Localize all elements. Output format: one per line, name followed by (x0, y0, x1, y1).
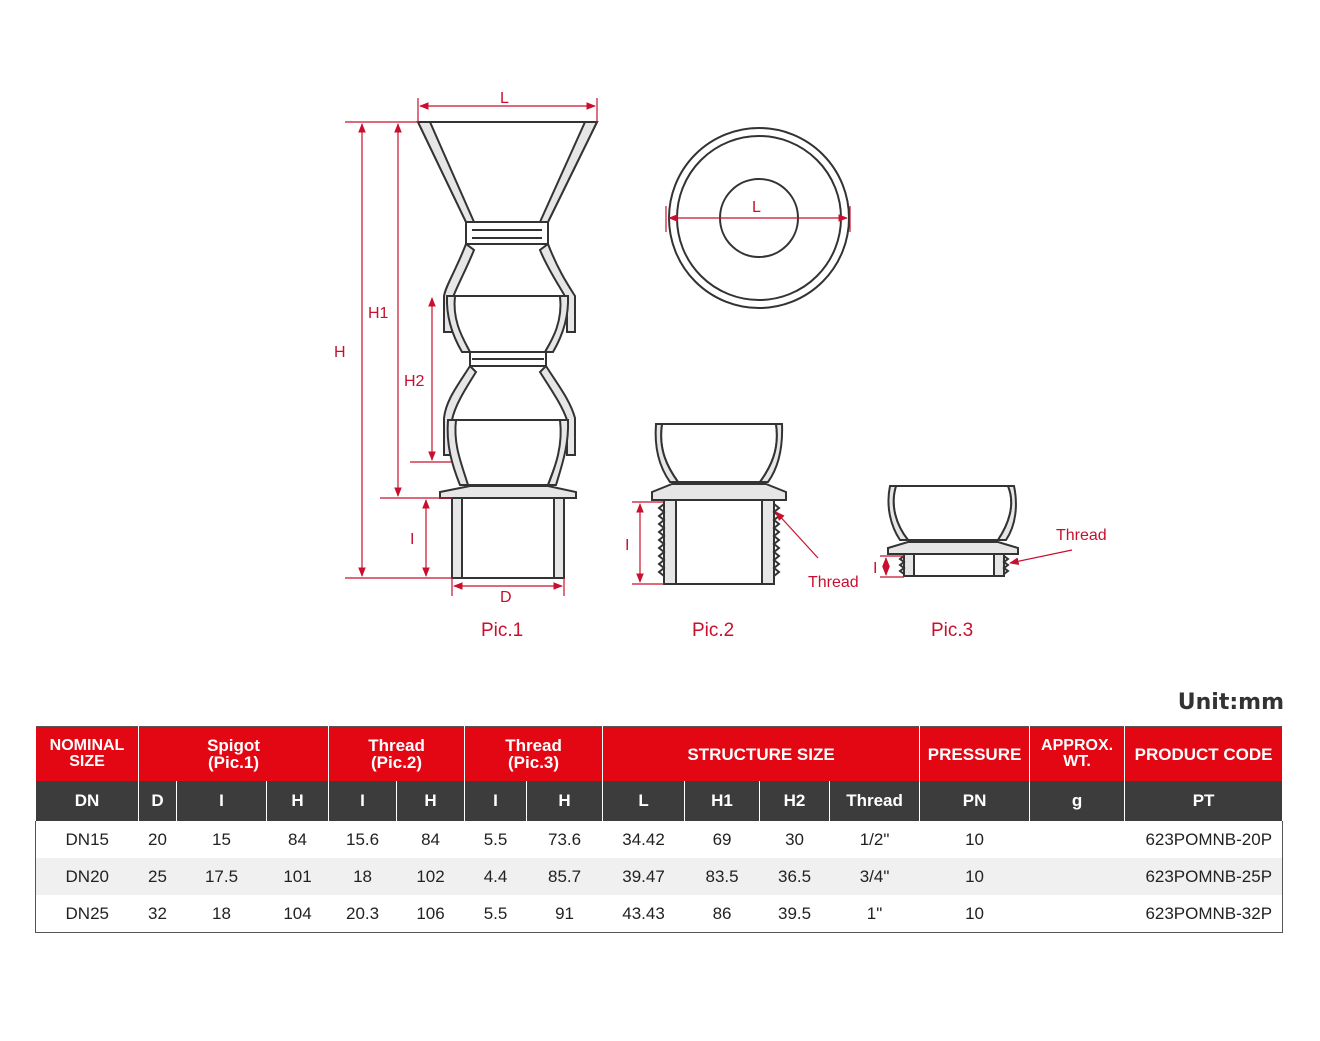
table-cell: 34.42 (622, 829, 665, 849)
sub-header-cell: DN (36, 781, 139, 821)
sub-header-cell: H2 (760, 781, 830, 821)
table-cell: 4.4 (465, 858, 527, 895)
dim-label-i: I (410, 531, 415, 548)
table-cell: 39.47 (603, 858, 685, 895)
table-cell: 102 (397, 858, 465, 895)
table-cell: 10 (965, 829, 985, 849)
table-cell: 91 (527, 895, 603, 933)
dim-label-l-top: L (752, 199, 761, 216)
sub-header-cell: I (329, 781, 397, 821)
group-header-approx-wt: APPROX. WT. (1030, 727, 1125, 782)
table-cell: 15 (212, 829, 231, 849)
caption-pic3: Pic.3 (931, 620, 974, 641)
table-cell: DN25 (36, 895, 139, 933)
table-cell: 84 (288, 829, 307, 849)
group-header-structure-size: STRUCTURE SIZE (603, 727, 920, 782)
thread-label-pic3: Thread (1056, 527, 1107, 544)
group-header-pressure: PRESSURE (920, 727, 1030, 782)
sub-header-cell: H (397, 781, 465, 821)
table-row (36, 895, 1283, 933)
group-header-product-code: PRODUCT CODE (1125, 727, 1283, 782)
table-row (36, 821, 1283, 858)
table-cell: DN20 (36, 858, 139, 895)
dim-label-d: D (500, 589, 512, 606)
dim-label-l: L (500, 90, 509, 107)
table-cell: 20.3 (329, 895, 397, 933)
sub-header-cell: I (465, 781, 527, 821)
group-header-row (36, 727, 1283, 782)
table-cell: 5.5 (483, 829, 508, 849)
table-cell: 30 (785, 829, 804, 849)
unit-label: Unit:mm (1177, 690, 1284, 715)
caption-pic1: Pic.1 (481, 620, 524, 641)
table-cell: 15.6 (345, 829, 380, 849)
table-cell: DN15 (65, 829, 109, 849)
table-cell: 18 (329, 858, 397, 895)
pic1-drawing (418, 122, 597, 578)
table-cell: 1/2" (859, 829, 890, 849)
sub-header-row (36, 781, 1283, 821)
thread-label-pic2: Thread (808, 574, 859, 591)
table-cell: 18 (177, 895, 267, 933)
dim-label-h1: H1 (368, 305, 389, 322)
sub-header-cell: H (527, 781, 603, 821)
table-cell: 39.5 (760, 895, 830, 933)
sub-header-cell: PN (920, 781, 1030, 821)
table-cell: 623POMNB-25P (1125, 858, 1283, 895)
table-cell (1030, 858, 1125, 895)
pic3-drawing (888, 486, 1018, 576)
table-cell (1030, 821, 1125, 858)
sub-header-cell: Thread (830, 781, 920, 821)
sub-header-cell: g (1030, 781, 1125, 821)
sub-header-cell: L (603, 781, 685, 821)
table-cell: 85.7 (527, 858, 603, 895)
table-cell: 10 (920, 895, 1030, 933)
table-cell: 69 (712, 829, 732, 849)
group-header-thread-pic2: Thread (Pic.2) (329, 727, 465, 782)
table-cell: 84 (421, 829, 440, 849)
table-cell: 83.5 (685, 858, 760, 895)
table-row (36, 858, 1283, 895)
table-cell: 20 (148, 829, 167, 849)
dim-label-i-pic3: I (873, 560, 878, 577)
dim-label-h: H (334, 344, 346, 361)
table-cell: 623POMNB-32P (1125, 895, 1283, 933)
dim-label-h2: H2 (404, 373, 425, 390)
pic2-drawing (652, 424, 786, 584)
table-cell: 17.5 (177, 858, 267, 895)
table-cell: 86 (685, 895, 760, 933)
table-cell: 104 (267, 895, 329, 933)
sub-header-cell: PT (1125, 781, 1283, 821)
table-cell: 32 (139, 895, 177, 933)
group-header-thread-pic3: Thread (Pic.3) (465, 727, 603, 782)
table-cell: 3/4" (830, 858, 920, 895)
sub-header-cell: H (267, 781, 329, 821)
table-cell: 73.6 (547, 829, 582, 849)
group-header-spigot: Spigot (Pic.1) (139, 727, 329, 782)
table-cell: 36.5 (760, 858, 830, 895)
table-cell: 10 (920, 858, 1030, 895)
table-cell: 5.5 (465, 895, 527, 933)
dim-label-i-pic2: I (625, 537, 630, 554)
table-cell: 25 (139, 858, 177, 895)
table-cell: 623POMNB-20P (1145, 829, 1273, 849)
caption-pic2: Pic.2 (692, 620, 735, 641)
table-cell (1030, 895, 1125, 933)
table-cell: 101 (267, 858, 329, 895)
group-header-nominal-size: NOMINAL SIZE (36, 727, 139, 782)
table-body (36, 821, 1283, 933)
table-cell: 106 (397, 895, 465, 933)
sub-header-cell: I (177, 781, 267, 821)
spec-table (35, 726, 1283, 933)
table-cell: 43.43 (603, 895, 685, 933)
table-cell: 1" (830, 895, 920, 933)
sub-header-cell: H1 (685, 781, 760, 821)
sub-header-cell: D (139, 781, 177, 821)
